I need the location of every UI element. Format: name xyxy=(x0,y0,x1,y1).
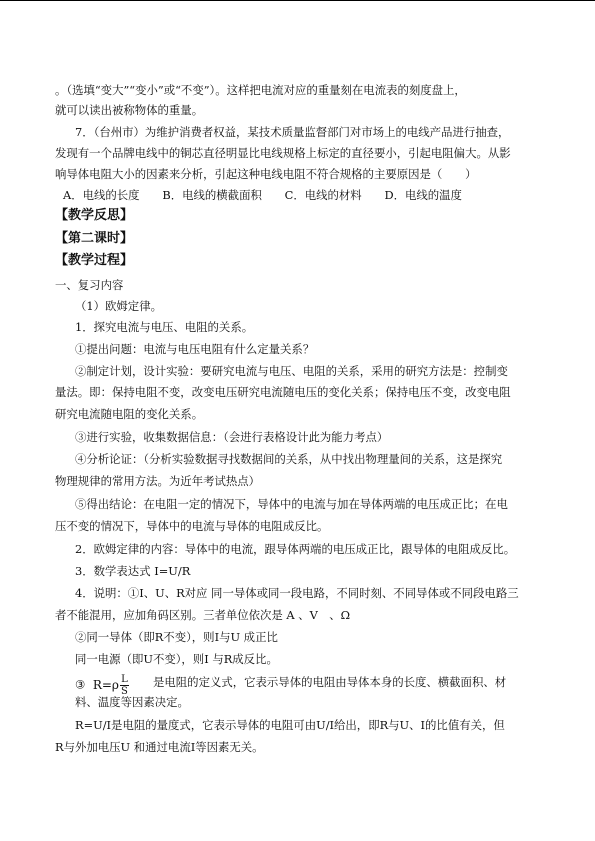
text-line: 发现有一个品牌电线中的铜芯直径明显比电线规格上标定的直径要小，引起电阻偏大。从影 xyxy=(55,146,511,160)
text-line: 量法。即：保持电阻不变，改变电压研究电流随电压的变化关系；保持电压不变，改变电阻 xyxy=(55,385,511,399)
text-line: 者不能混用，应加角码区别。三者单位依次是 A 、V 、Ω xyxy=(55,608,351,622)
heading-teaching-process: 【教学过程】 xyxy=(55,253,134,268)
formula-marker: ③ xyxy=(75,677,86,692)
section-title: 一、复习内容 xyxy=(55,278,124,292)
text-line: ⑤得出结论：在电阻一定的情况下，导体中的电流与加在导体两端的电压成正比；在电 xyxy=(75,497,508,511)
text-line: 是电阻的定义式，它表示导体的电阻由导体本身的长度、横截面积、材 xyxy=(153,675,507,689)
formula-numerator: L xyxy=(121,674,128,685)
text-line: ④分析论证：（分析实验数据寻找数据间的关系，从中找出物理量间的关系，这是探究 xyxy=(75,452,503,466)
formula-denominator: S xyxy=(121,686,128,697)
text-line: 料、温度等因素决定。 xyxy=(75,695,189,709)
text-line: （1）欧姆定律。 xyxy=(75,299,162,313)
text-line: ②制定计划，设计实验：要研究电流与电压、电阻的关系，采用的研究方法是：控制变 xyxy=(75,364,508,378)
text-line: ③进行实验，收集数据信息：（会进行表格设计此为能力考点） xyxy=(75,430,389,444)
text-line: 物理规律的常用方法。为近年考试热点） xyxy=(55,474,261,488)
heading-teaching-reflection: 【教学反思】 xyxy=(55,208,134,223)
text-line: 1．探究电流与电压、电阻的关系。 xyxy=(75,320,254,334)
text-line: R=U/I是电阻的量度式，它表示导体的电阻可由U/I给出，即R与U、I的比值有关，但 xyxy=(75,718,505,732)
text-line: ①提出问题：电流与电压电阻有什么定量关系？ xyxy=(75,342,315,356)
text-line: R与外加电压U 和通过电流I等因素无关。 xyxy=(55,740,264,754)
text-line: 4．说明：①I、U、R对应 同一导体或同一段电路，不同时刻、不同导体或不同段电路三 xyxy=(75,586,519,600)
answer-options: A．电线的长度 B．电线的横截面积 C．电线的材料 D．电线的温度 xyxy=(63,188,462,202)
text-line: 研究电流随电阻的变化关系。 xyxy=(55,407,204,421)
text-line: 响导体电阻大小的因素来分析，引起这种电线电阻不符合规格的主要原因是（ ） xyxy=(55,167,477,181)
text-line: 。（选填“变大”“变小”或“不变”）。这样把电流对应的重量刻在电流表的刻度盘上， xyxy=(55,83,466,97)
text-line: 压不变的情况下，导体中的电流与导体的电阻成反比。 xyxy=(55,519,329,533)
text-line: 3．数学表达式 I=U/R xyxy=(75,564,191,578)
text-line: 就可以读出被称物体的重量。 xyxy=(55,103,204,117)
heading-second-lesson: 【第二课时】 xyxy=(55,231,134,246)
text-line: 同一电源（即U不变），则I 与R成反比。 xyxy=(75,652,278,666)
text-line: 2．欧姆定律的内容：导体中的电流，跟导体两端的电压成正比，跟导体的电阻成反比。 xyxy=(75,542,516,556)
text-line: 7．（台州市）为维护消费者权益，某技术质量监督部门对市场上的电线产品进行抽查， xyxy=(75,125,510,139)
text-line: ②同一导体（即R不变），则I与U 成正比 xyxy=(75,630,278,644)
formula-lhs: R=ρ xyxy=(92,677,119,692)
